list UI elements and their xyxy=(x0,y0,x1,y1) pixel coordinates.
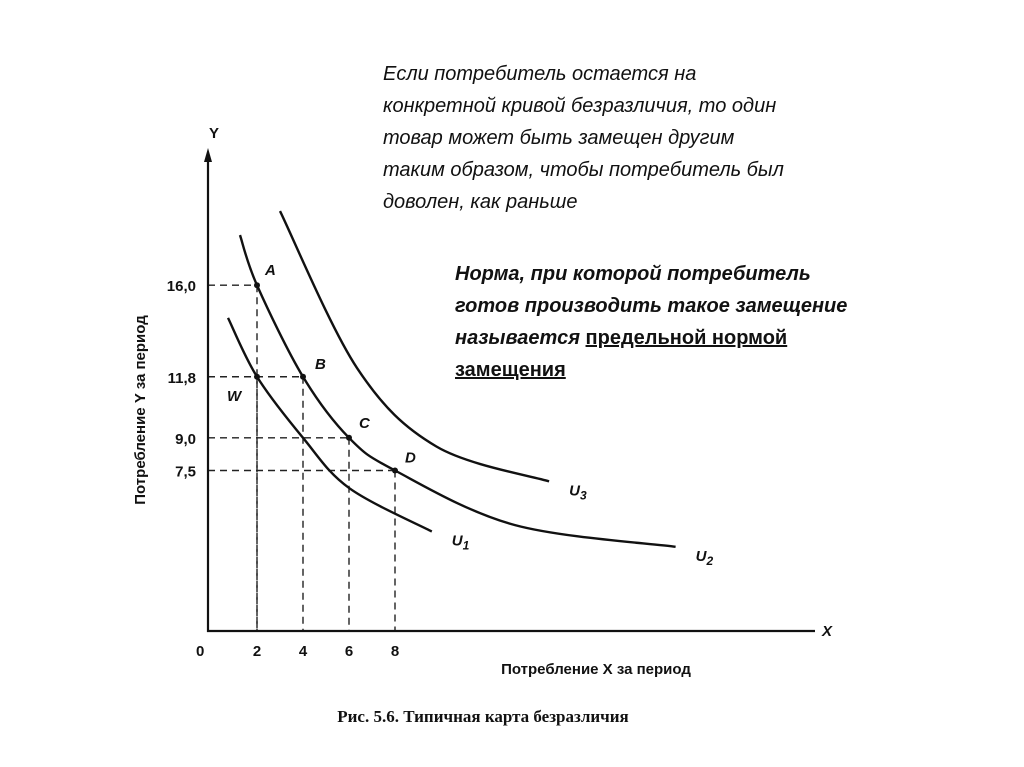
y-tick-label: 16,0 xyxy=(166,278,196,296)
point-d xyxy=(392,468,398,474)
intro-line: Если потребитель остается на xyxy=(383,63,697,85)
curve-label-u3: $U_3$ xyxy=(569,482,587,503)
curve-label-u2: $U_2$ xyxy=(695,547,714,568)
curve-label-subscript: 1 xyxy=(462,538,470,553)
definition-plain: называется xyxy=(455,327,586,349)
point-label-c: C xyxy=(359,414,370,432)
curve-label-u1: $U_1$ xyxy=(451,532,470,553)
figure-caption: Рис. 5.6. Типичная карта безразличия xyxy=(337,707,629,726)
y-axis-arrow xyxy=(204,148,212,162)
x-tick-label: 2 xyxy=(252,643,262,660)
point-a xyxy=(254,282,260,288)
intro-line: конкретной кривой безразличия, то один xyxy=(383,95,777,117)
curve-u3 xyxy=(280,211,549,481)
definition-line: Норма, при которой потребитель xyxy=(455,263,811,285)
term-underlined: предельной нормой xyxy=(585,327,788,349)
point-c xyxy=(346,435,352,441)
x-tick-label: 4 xyxy=(298,643,308,660)
point-w xyxy=(254,374,260,380)
curve-label-subscript: 2 xyxy=(706,553,714,568)
x-axis-symbol: X xyxy=(822,623,833,640)
curve-u2 xyxy=(240,235,676,547)
y-axis-symbol: Y xyxy=(209,125,220,142)
intro-line: доволен, как раньше xyxy=(383,191,578,213)
curve-label-subscript: 3 xyxy=(579,488,587,503)
point-label-a: A xyxy=(265,262,276,280)
x-tick-label: 8 xyxy=(390,643,400,660)
point-label-d: D xyxy=(405,449,416,467)
intro-line: товар может быть замещен другим xyxy=(383,127,735,149)
intro-line: таким образом, чтобы потребитель был xyxy=(383,159,784,181)
y-axis-label: Потребление Y за период xyxy=(132,315,149,505)
x-tick-label: 6 xyxy=(344,643,354,660)
term-underlined: замещения xyxy=(455,359,566,381)
point-label-b: B xyxy=(315,355,326,373)
x-axis-label: Потребление X за период xyxy=(501,661,691,678)
curve-u1 xyxy=(228,318,432,532)
y-tick-label: 9,0 xyxy=(175,430,196,448)
point-b xyxy=(300,374,306,380)
point-label-w: W xyxy=(227,387,242,405)
origin-label: 0 xyxy=(196,643,205,660)
definition-line: готов производить такое замещение xyxy=(455,295,848,317)
y-tick-label: 7,5 xyxy=(175,463,196,481)
y-tick-label: 11,8 xyxy=(167,369,196,387)
